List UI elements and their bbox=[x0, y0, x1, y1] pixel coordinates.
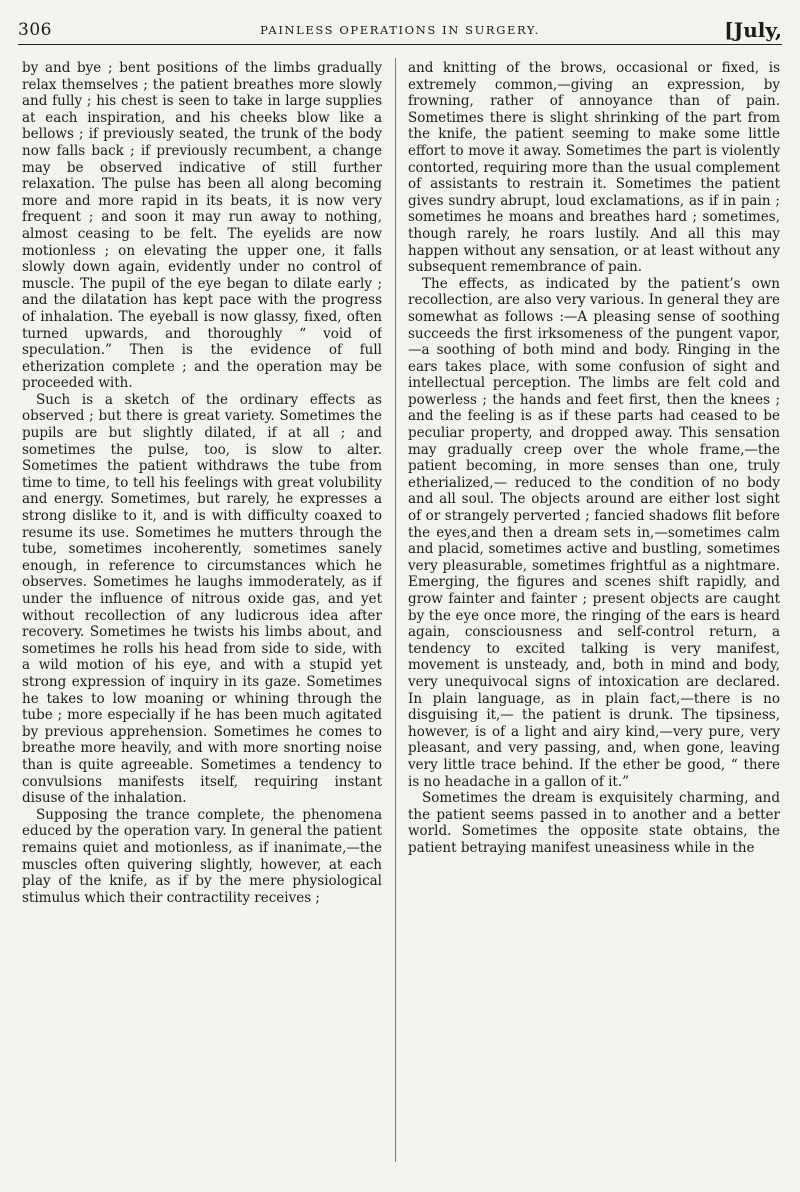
running-month: [July, bbox=[724, 18, 782, 42]
right-column bbox=[408, 60, 780, 1162]
paragraph: Supposing the trance complete, the phenomena educed by the operation vary. In general the patient remains quiet and motionless, as if inanimate,—the muscles often quivering slightly, however, at each play of the knife, as if by the mere physiological stimulus which their contractility receives ; bbox=[22, 806, 382, 906]
paragraph: and knitting of the brows, occasional or fixed, is extremely common,—giving an expression, by frowning, rather of annoyance than of pain. Sometimes there is slight shrinking of the part from the knife, the patient seeming to make some little effort to move it away. Sometimes the part is violently contorted, requiring more than the usual complement of assistants to restrain it. Sometimes the patient gives sundry abrupt, loud exclamations, as if in pain ; sometimes he moans and breathes hard ; sometimes, though rarely, he roars lustily. And all this may happen without any sensation, or at least without any subsequent remembrance of pain. bbox=[408, 60, 780, 276]
paragraph: by and bye ; bent positions of the limbs gradually relax themselves ; the patient breathes more slowly and fully ; his chest is seen to take in large supplies at each inspiration, and his cheeks blow like a bellows ; if previously seated, the trunk of the body now falls back ; if previously recumbent, a change may be observed indicative of still further relaxation. The pulse has been all along becoming more and more rapid in its beats, it is now very frequent ; and soon it may run away to nothing, almost ceasing to be felt. The eyelids are now motionless ; on elevating the upper one, it falls slowly down again, evidently under no control of muscle. The pupil of the eye began to dilate early ; and the dilatation has kept pace with the progress of inhalation. The eyeball is now glassy, fixed, often turned upwards, and thoroughly “ void of speculation.” Then is the evidence of full etherization complete ; and the operation may be proceeded with. bbox=[22, 60, 382, 392]
paragraph: Such is a sketch of the ordinary effects as observed ; but there is great variety. Sometimes the pupils are but slightly dilated, if at all ; and sometimes the pulse, too, is slow to alter. Sometimes the patient withdraws the tube from time to time, to tell his feelings with great volubility and energy. Sometimes, but rarely, he expresses a strong dislike to it, and is with difficulty coaxed to resume its use. Sometimes he mutters through the tube, sometimes incoherently, sometimes sanely enough, in reference to circumstances which he observes. Sometimes he laughs immoderately, as if under the influence of nitrous oxide gas, and yet without recollection of any ludicrous idea after recovery. Sometimes he twists his limbs about, and sometimes he rolls his head from side to side, with a wild motion of his eye, and with a stupid yet strong expression of inquiry in its gaze. Sometimes he takes to low moaning or whining through the tube ; more especially if he has been much agitated by previous apprehension. Sometimes he comes to breathe more heavily, and with more snorting noise than is quite agreeable. Sometimes a tendency to convulsions manifests itself, requiring instant disuse of the inhalation. bbox=[22, 391, 382, 807]
paragraph: Sometimes the dream is exquisitely charming, and the patient seems passed in to another and a better world. Sometimes the opposite state obtains, the patient betraying manifest uneasiness while in the bbox=[408, 790, 780, 856]
column-divider bbox=[395, 58, 396, 1162]
page-header bbox=[18, 18, 782, 45]
page-number: 306 bbox=[18, 20, 52, 40]
paragraph: The effects, as indicated by the patient’s own recollection, are also very various. In general they are somewhat as follows :—A pleasing sense of soothing succeeds the first irksomeness of the pungent vapor,—a soothing of both mind and body. Ringing in the ears takes place, with some confusion of sight and intellectual perception. The limbs are felt cold and powerless ; the hands and feet first, then the knees ; and the feeling is as if these parts had ceased to be peculiar property, and dropped away. This sensation may gradually creep over the whole frame,—the patient becoming, in more senses than one, truly etherialized,— reduced to the condition of no body and all soul. The objects around are either lost sight of or strangely perverted ; fancied shadows flit before the eyes,and then a dream sets in,—sometimes calm and placid, sometimes active and bustling, sometimes very pleasurable, sometimes frightful as a nightmare. Emerging, the figures and scenes shift rapidly, and grow fainter and fainter ; present objects are caught by the eye once more, the ringing of the ears is heard again, consciousness and self-control return, a tendency to excited talking is very manifest, movement is unsteady, and, both in mind and body, very unequivocal signs of intoxication are declared. In plain language, as in plain fact,—there is no disguising it,— the patient is drunk. The tipsiness, however, is of a light and airy kind,—very pure, very pleasant, and very passing, and, when gone, leaving very little trace behind. If the ether be good, “ there is no headache in a gallon of it.” bbox=[408, 275, 780, 790]
left-column bbox=[22, 60, 382, 1162]
running-title: PAINLESS OPERATIONS IN SURGERY. bbox=[260, 23, 540, 37]
